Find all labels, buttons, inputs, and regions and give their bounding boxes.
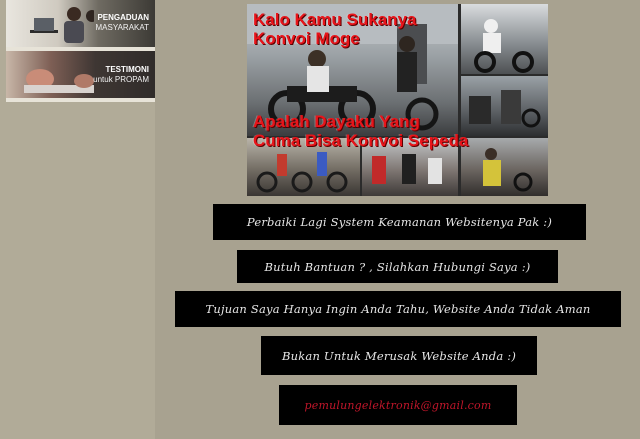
pengaduan-masyarakat-banner[interactable] [6,0,155,47]
testimoni-propam-banner[interactable] [6,51,155,98]
contact-email-link[interactable]: pemulungelektronik@gmail.com [279,385,517,425]
divider [6,98,155,102]
officer-photo [461,138,548,196]
message-box: Perbaiki Lagi System Keamanan Websitenya Pak :) [213,204,586,240]
message-box: Tujuan Saya Hanya Ingin Anda Tahu, Website Anda Tidak Aman [175,291,621,327]
convoy-collage-image [247,4,548,196]
banner-title: TESTIMONI [105,65,149,74]
message-box: Bukan Untuk Merusak Website Anda :) [261,336,537,375]
collage-caption-bottom [253,112,468,150]
message-box: Butuh Bantuan ? , Silahkan Hubungi Saya :) [237,250,558,283]
banner-subtitle: untuk PROPAM [93,75,149,84]
caption-line: Kalo Kamu Sukanya [253,10,417,29]
collage-caption-top [253,10,416,48]
caption-line: Konvoi Moge [253,29,360,48]
banner-title: PENGADUAN [97,13,149,22]
traffic-photo [461,76,548,136]
caption-line: Apalah Dayaku Yang [253,112,420,131]
banner-subtitle: MASYARAKAT [95,23,149,32]
caption-line: Cuma Bisa Konvoi Sepeda [253,131,469,150]
person-at-laptop-icon [24,4,94,46]
hands-on-keyboard-icon [24,55,94,97]
rider-photo [461,4,548,74]
left-sidebar [0,0,155,439]
